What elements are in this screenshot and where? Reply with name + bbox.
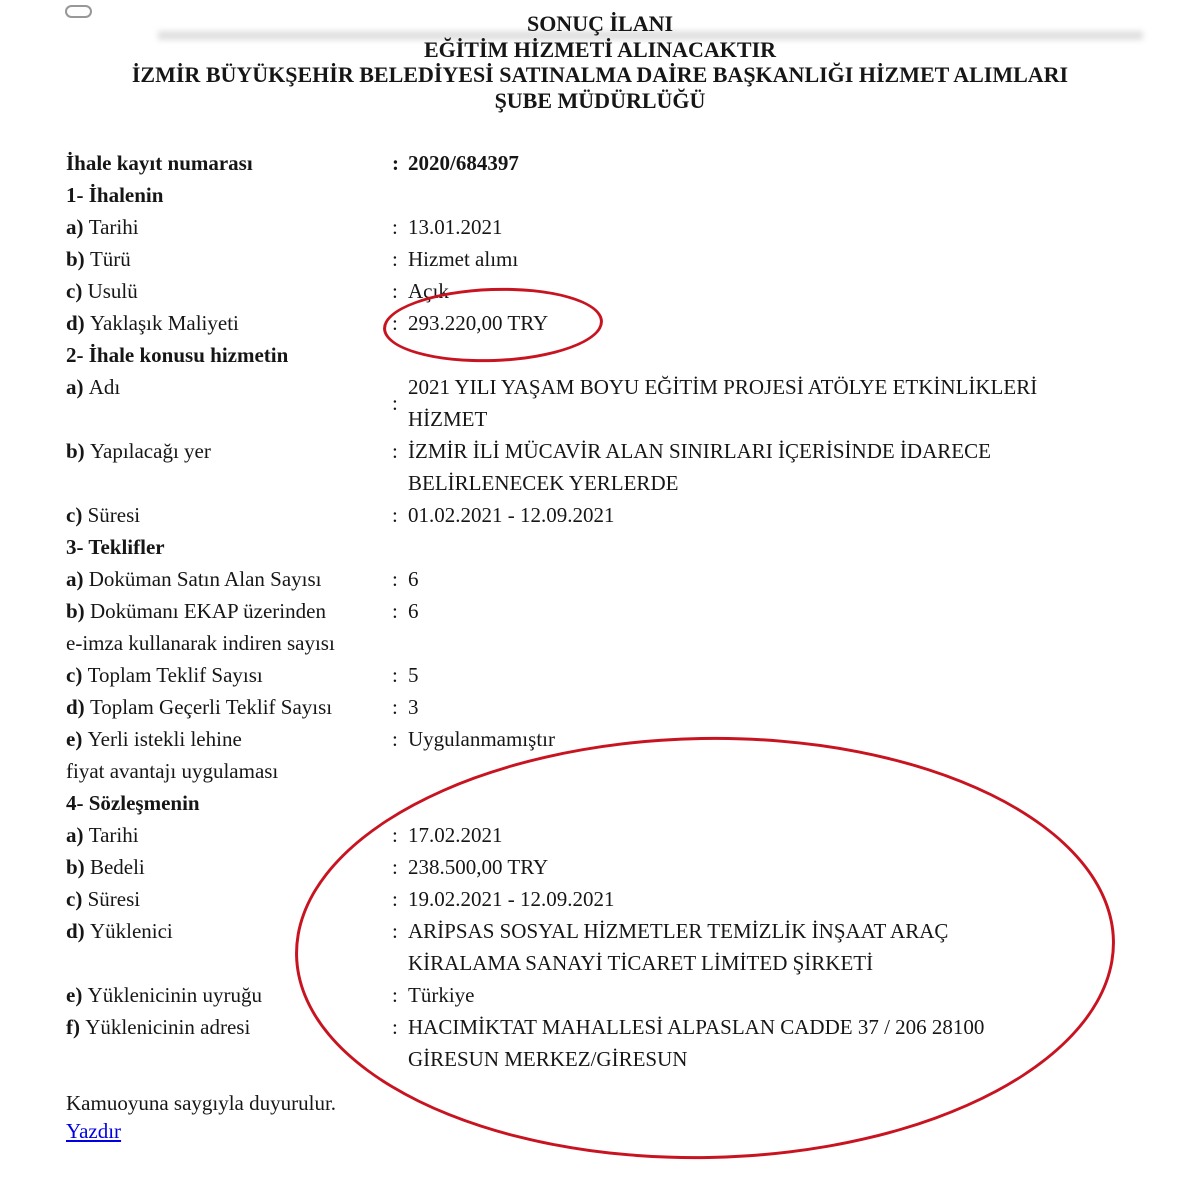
field-row — [66, 915, 1200, 979]
field-value — [408, 915, 948, 979]
field-colon: : — [392, 279, 398, 303]
field-row — [66, 819, 1200, 851]
field-label-line — [66, 883, 392, 915]
section-heading: 3- Teklifler — [66, 535, 165, 559]
field-row — [66, 883, 1200, 915]
field-value — [408, 819, 503, 851]
field-value-line: 293.220,00 TRY — [408, 311, 549, 335]
field-colon: : — [392, 727, 398, 751]
field-value-line: HİZMET — [408, 407, 488, 431]
field-value-line: Hizmet alımı — [408, 247, 519, 271]
field-label: Doküman Satın Alan Sayısı — [88, 567, 322, 591]
field-label-column — [66, 691, 392, 723]
field-value — [408, 595, 419, 659]
field-value-line: HACIMİKTAT MAHALLESİ ALPASLAN CADDE 37 / 206 28100 — [408, 1015, 985, 1039]
field-label-column — [66, 883, 392, 915]
field-prefix: b) — [66, 247, 90, 271]
field-value — [408, 883, 615, 915]
field-label-column — [66, 211, 392, 243]
field-label-line — [66, 243, 392, 275]
title-line-1: SONUÇ İLANI — [526, 11, 674, 36]
field-prefix: e) — [66, 727, 88, 751]
field-label-line — [66, 723, 392, 755]
field-label-column — [66, 243, 392, 275]
field-colon: : — [392, 311, 398, 335]
field-row — [66, 275, 1200, 307]
field-colon: : — [392, 823, 398, 847]
field-colon: : — [392, 695, 398, 719]
field-row — [66, 659, 1200, 691]
field-value — [408, 979, 474, 1011]
field-label: Tarihi — [88, 823, 139, 847]
field-label-line — [66, 915, 392, 947]
field-label-line — [66, 499, 392, 531]
section-heading: 1- İhalenin — [66, 183, 164, 207]
field-value-line: 5 — [408, 663, 419, 687]
section-heading: 2- İhale konusu hizmetin — [66, 343, 289, 367]
field-value-line: GİRESUN MERKEZ/GİRESUN — [408, 1047, 688, 1071]
field-value-line: BELİRLENECEK YERLERDE — [408, 471, 679, 495]
field-colon: : — [392, 1015, 398, 1039]
field-value — [408, 307, 548, 339]
field-value-line: 3 — [408, 695, 419, 719]
field-label-column — [66, 979, 392, 1011]
field-colon: : — [392, 919, 398, 943]
field-label-column — [66, 499, 392, 531]
field-colon: : — [392, 567, 398, 591]
field-value-line: 17.02.2021 — [408, 823, 503, 847]
field-label-line — [66, 851, 392, 883]
field-colon: : — [392, 503, 398, 527]
field-prefix: a) — [66, 215, 89, 239]
section-heading: 4- Sözleşmenin — [66, 791, 200, 815]
field-label-line — [66, 435, 392, 467]
field-label-line — [66, 691, 392, 723]
field-value-line: Uygulanmamıştır — [408, 727, 555, 751]
field-label: Dokümanı EKAP üzerinden — [89, 599, 326, 623]
field-row — [66, 307, 1200, 339]
field-label-line — [66, 979, 392, 1011]
field-label-line — [66, 147, 392, 179]
field-row — [66, 851, 1200, 883]
field-prefix: b) — [66, 599, 90, 623]
field-label-line — [66, 1011, 392, 1043]
document-header — [0, 0, 1200, 113]
field-label-column — [66, 147, 392, 179]
field-row — [66, 563, 1200, 595]
field-row — [66, 1011, 1200, 1075]
field-value-line: 13.01.2021 — [408, 215, 503, 239]
field-label-line — [66, 307, 392, 339]
field-value-line: 238.500,00 TRY — [408, 855, 549, 879]
field-colon: : — [392, 151, 399, 175]
field-colon: : — [392, 983, 398, 1007]
field-prefix: c) — [66, 887, 88, 911]
field-row — [66, 371, 1200, 435]
field-label: Toplam Geçerli Teklif Sayısı — [89, 695, 333, 719]
field-value-line: Açık — [408, 279, 449, 303]
field-label: Süresi — [87, 887, 141, 911]
field-row — [66, 243, 1200, 275]
field-label-column — [66, 435, 392, 499]
field-row — [66, 499, 1200, 531]
field-label-line — [66, 371, 392, 403]
field-value — [408, 435, 991, 499]
field-colon: : — [392, 663, 398, 687]
field-prefix: a) — [66, 375, 89, 399]
field-prefix: c) — [66, 663, 88, 687]
field-colon: : — [392, 855, 398, 879]
field-prefix: f) — [66, 1015, 86, 1039]
field-prefix: a) — [66, 823, 89, 847]
field-value-line: ARİPSAS SOSYAL HİZMETLER TEMİZLİK İNŞAAT ARAÇ — [408, 919, 949, 943]
field-value-line: 01.02.2021 - 12.09.2021 — [408, 503, 615, 527]
closing-text: Kamuoyuna saygıyla duyurulur. — [66, 1091, 337, 1115]
field-label: Yüklenici — [89, 919, 173, 943]
field-value-line: 19.02.2021 - 12.09.2021 — [408, 887, 615, 911]
field-row — [66, 435, 1200, 499]
field-prefix: e) — [66, 983, 88, 1007]
field-label-line — [66, 819, 392, 851]
field-value — [408, 499, 615, 531]
field-value — [408, 851, 548, 883]
field-label-line — [66, 275, 392, 307]
field-colon: : — [392, 215, 398, 239]
field-label-continuation: e-imza kullanarak indiren sayısı — [66, 631, 335, 655]
field-prefix: d) — [66, 919, 90, 943]
field-value-line: 2020/684397 — [408, 151, 519, 175]
field-prefix: b) — [66, 439, 90, 463]
field-label-line — [66, 659, 392, 691]
field-row — [66, 147, 1200, 179]
title-line-3: İZMİR BÜYÜKŞEHİR BELEDİYESİ SATINALMA DAİRE BAŞKANLIĞI HİZMET ALIMLARI — [131, 62, 1069, 87]
field-label: Türü — [89, 247, 131, 271]
field-label-column — [66, 595, 392, 659]
field-colon: : — [392, 439, 398, 463]
field-label: Yaklaşık Maliyeti — [89, 311, 239, 335]
field-value-line: KİRALAMA SANAYİ TİCARET LİMİTED ŞİRKETİ — [408, 951, 874, 975]
field-value — [408, 211, 503, 243]
field-value-line: Türkiye — [408, 983, 475, 1007]
field-label: Yerli istekli lehine — [87, 727, 242, 751]
field-value-line: 6 — [408, 599, 419, 623]
field-row — [66, 211, 1200, 243]
field-colon: : — [392, 887, 398, 911]
field-label-column — [66, 563, 392, 595]
title-line-2: EĞİTİM HİZMETİ ALINACAKTIR — [423, 36, 777, 62]
field-row — [66, 691, 1200, 723]
field-label-column — [66, 819, 392, 851]
field-label-line — [66, 563, 392, 595]
field-value — [408, 275, 449, 307]
field-label-column — [66, 915, 392, 979]
field-label: Bedeli — [89, 855, 145, 879]
field-prefix: c) — [66, 503, 88, 527]
field-value-line: 6 — [408, 567, 419, 591]
field-label-column — [66, 851, 392, 883]
field-value — [408, 691, 419, 723]
field-prefix: d) — [66, 695, 90, 719]
field-label: Toplam Teklif Sayısı — [87, 663, 263, 687]
field-label: Adı — [88, 375, 121, 399]
field-label-continuation: fiyat avantajı uygulaması — [66, 759, 279, 783]
field-value-line: 2021 YILI YAŞAM BOYU EĞİTİM PROJESİ ATÖLYE ETKİNLİKLERİ — [408, 375, 1038, 399]
title-line-4: ŞUBE MÜDÜRLÜĞÜ — [494, 87, 706, 113]
field-prefix: d) — [66, 311, 90, 335]
field-value — [408, 1011, 984, 1075]
field-value — [408, 659, 419, 691]
field-colon: : — [392, 391, 398, 415]
field-label: Usulü — [87, 279, 138, 303]
field-row — [66, 723, 1200, 787]
field-label-line — [66, 211, 392, 243]
field-value — [408, 723, 555, 787]
field-label-column — [66, 371, 392, 435]
field-label-line — [66, 595, 392, 627]
document-body — [66, 147, 1200, 1075]
field-label: Yapılacağı yer — [89, 439, 211, 463]
field-label-column — [66, 275, 392, 307]
field-prefix: a) — [66, 567, 89, 591]
field-label-column — [66, 1011, 392, 1075]
field-row — [66, 595, 1200, 659]
print-link[interactable]: Yazdır — [66, 1119, 122, 1143]
field-label: Yüklenicinin adresi — [85, 1015, 251, 1039]
field-label: İhale kayıt numarası — [66, 151, 253, 175]
field-label-column — [66, 307, 392, 339]
field-label-column — [66, 659, 392, 691]
field-value — [408, 147, 519, 179]
field-row — [66, 979, 1200, 1011]
field-colon: : — [392, 599, 398, 623]
field-label-column — [66, 723, 392, 787]
field-label: Süresi — [87, 503, 141, 527]
field-value — [408, 243, 518, 275]
field-colon: : — [392, 247, 398, 271]
field-label: Yüklenicinin uyruğu — [87, 983, 262, 1007]
field-value — [408, 371, 1037, 435]
field-prefix: c) — [66, 279, 88, 303]
field-label: Tarihi — [88, 215, 139, 239]
field-value-line: İZMİR İLİ MÜCAVİR ALAN SINIRLARI İÇERİSİNDE İDARECE — [408, 439, 991, 463]
field-value — [408, 563, 419, 595]
field-prefix: b) — [66, 855, 90, 879]
